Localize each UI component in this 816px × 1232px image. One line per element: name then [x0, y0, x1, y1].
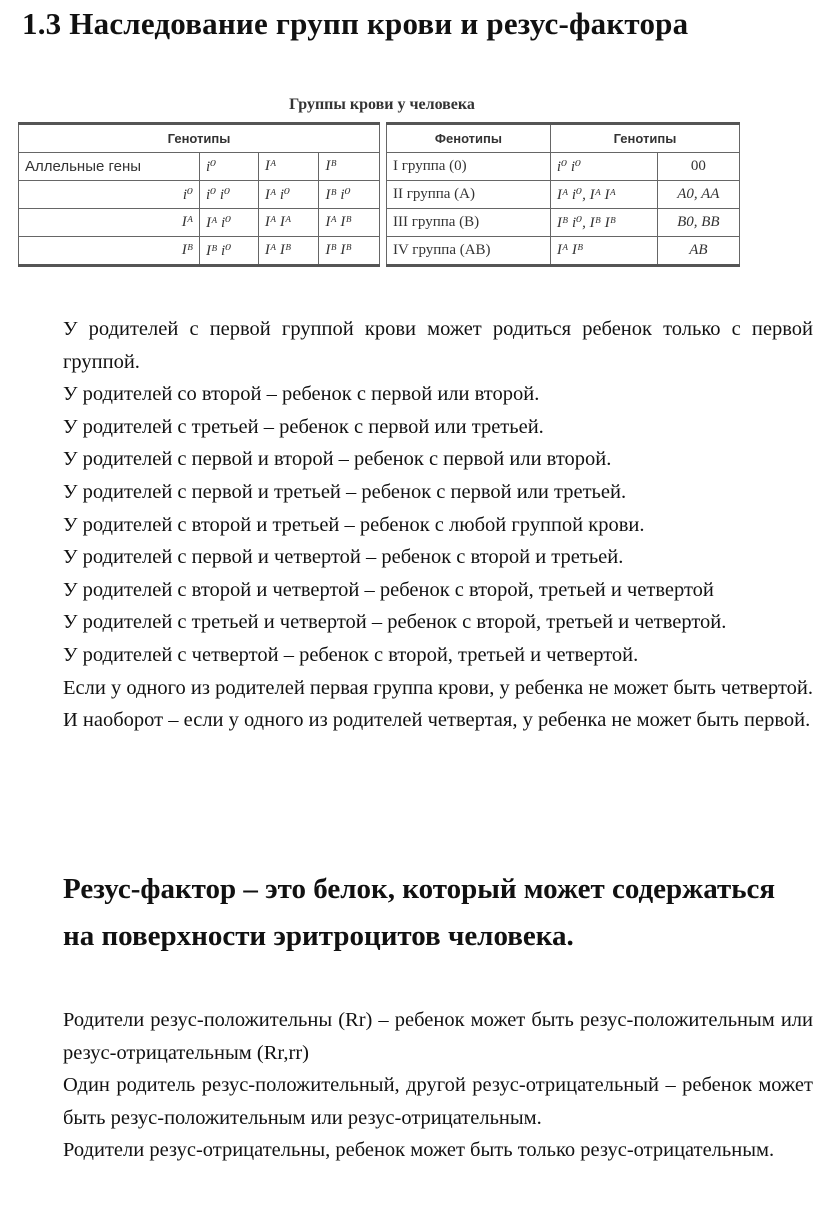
grid-cell: Iᴬ i⁰ — [258, 181, 319, 209]
grid-cell: Iᴬ Iᴮ — [319, 209, 380, 237]
paragraph: У родителей со второй – ребенок с первой или второй. — [63, 383, 540, 406]
page-title: 1.3 Наследование групп крови и резус-фактора — [22, 6, 689, 41]
grid-cell: i⁰ i⁰ — [200, 181, 259, 209]
grid-cell: Iᴮ i⁰ — [200, 237, 259, 266]
genotype-cell: i⁰ i⁰ — [550, 153, 657, 181]
paragraph: У родителей с первой и четвертой – ребенок с второй и третьей. — [63, 546, 624, 569]
grid-cell: Iᴮ Iᴮ — [319, 237, 380, 266]
genotype-grid — [18, 122, 380, 267]
blood-group-table — [18, 122, 740, 267]
grid-cell: Iᴬ i⁰ — [200, 209, 259, 237]
short-cell: 00 — [657, 153, 739, 181]
paragraph: У родителей с второй и четвертой – ребенок с второй, третьей и четвертой — [63, 578, 714, 601]
paragraph: Если у одного из родителей первая группа крови, у ребенка не может быть четвертой. И наоборот – если у одного из родителей четвертая, у ребенка не может быть первой. — [63, 676, 813, 732]
grid-cell: Iᴬ Iᴮ — [258, 237, 319, 266]
short-cell: AB — [657, 237, 739, 266]
genotypes-header: Генотипы — [19, 124, 380, 153]
paragraph: У родителей с второй и третьей – ребенок с любой группой крови. — [63, 513, 645, 536]
paragraph: У родителей с первой и третьей – ребенок с первой или третьей. — [63, 480, 627, 503]
short-cell: B0, BB — [657, 209, 739, 237]
paragraph: У родителей с первой группой крови может родиться ребенок только с первой группой. — [63, 318, 813, 373]
grid-cell: Iᴮ i⁰ — [319, 181, 380, 209]
col-head: Iᴮ — [319, 153, 380, 181]
paragraph: У родителей с третьей – ребенок с первой или третьей. — [63, 415, 544, 438]
phenotype-cell: III группа (B) — [387, 209, 551, 237]
genotype-cell: Iᴬ i⁰, Iᴬ Iᴬ — [550, 181, 657, 209]
paragraph: Родители резус-положительны (Rr) – ребенок может быть резус-положительным или резус-отрицательным (Rr,rr) — [63, 1009, 813, 1064]
short-cell: A0, AA — [657, 181, 739, 209]
grid-cell: Iᴬ Iᴬ — [258, 209, 319, 237]
paragraph: Один родитель резус-положительный, другой резус-отрицательный – ребенок может быть резус-положительным или резус-отрицательным. — [63, 1074, 813, 1129]
col-head: i⁰ — [200, 153, 259, 181]
row-head: i⁰ — [19, 181, 200, 209]
phenotype-cell: II группа (A) — [387, 181, 551, 209]
phenotypes-header: Фенотипы — [387, 124, 551, 153]
col-head: Iᴬ — [258, 153, 319, 181]
paragraph: Родители резус-отрицательны, ребенок может быть только резус-отрицательным. — [63, 1139, 775, 1162]
inheritance-rules — [63, 313, 813, 737]
rh-heading: Резус-фактор – это белок, который может содержаться на поверхности эритроцитов человека. — [63, 873, 776, 952]
alleles-label: Аллельные гены — [19, 153, 200, 181]
table-caption: Группы крови у человека — [289, 96, 475, 113]
phenotype-cell: I группа (0) — [387, 153, 551, 181]
genotypes-header-right: Генотипы — [550, 124, 739, 153]
phenotype-cell: IV группа (AB) — [387, 237, 551, 266]
paragraph: У родителей с первой и второй – ребенок с первой или второй. — [63, 448, 612, 471]
paragraph: У родителей с третьей и четвертой – ребенок с второй, третьей и четвертой. — [63, 611, 727, 634]
rh-rules — [63, 1004, 813, 1167]
phenotype-table — [386, 122, 740, 267]
paragraph: У родителей с четвертой – ребенок с второй, третьей и четвертой. — [63, 643, 639, 666]
row-head: Iᴬ — [19, 209, 200, 237]
genotype-cell: Iᴬ Iᴮ — [550, 237, 657, 266]
row-head: Iᴮ — [19, 237, 200, 266]
genotype-cell: Iᴮ i⁰, Iᴮ Iᴮ — [550, 209, 657, 237]
